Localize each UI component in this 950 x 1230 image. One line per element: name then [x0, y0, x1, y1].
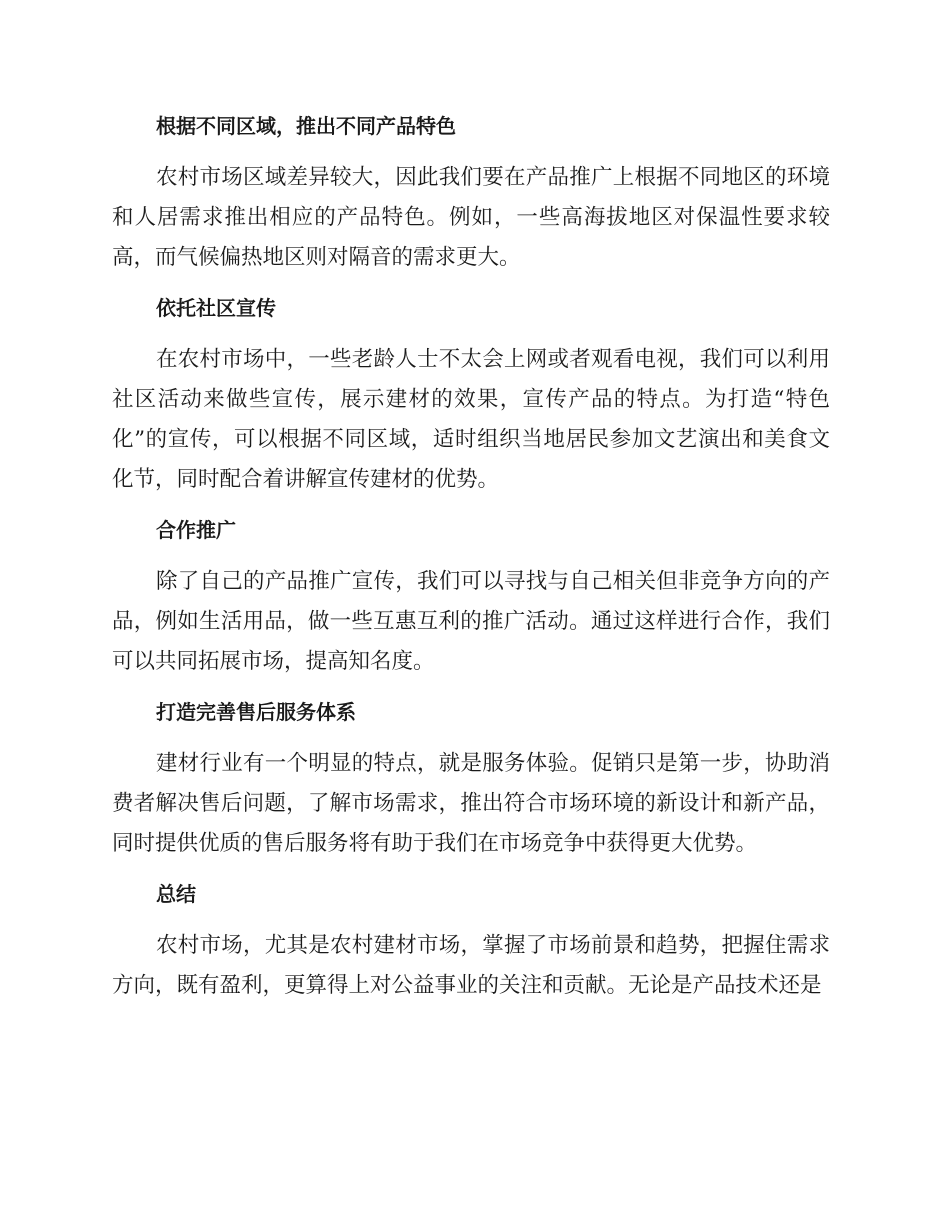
section-heading: 合作推广 [156, 518, 236, 542]
document-page [112, 110, 830, 1020]
section-paragraph: 建材行业有一个明显的特点，就是服务体验。促销只是第一步，协助消费者解决售后问题，了解市场需求，推出符合市场环境的新设计和新产品，同时提供优质的售后服务将有助于我们在市场竞争中获得更大优势。 [112, 751, 830, 856]
section-heading: 总结 [156, 882, 196, 906]
section-heading: 依托社区宣传 [156, 296, 276, 320]
section-after-sales-service [112, 696, 830, 864]
section-paragraph: 农村市场，尤其是农村建材市场，掌握了市场前景和趋势，把握住需求方向，既有盈利，更算得上对公益事业的关注和贡献。无论是产品技术还是 [112, 933, 830, 998]
section-paragraph: 在农村市场中，一些老龄人士不太会上网或者观看电视，我们可以利用社区活动来做些宣传，展示建材的效果，宣传产品的特点。为打造“特色化”的宣传，可以根据不同区域，适时组织当地居民参加文艺演出和美食文化节，同时配合着讲解宣传建材的优势。 [112, 347, 830, 492]
section-paragraph: 除了自己的产品推广宣传，我们可以寻找与自己相关但非竞争方向的产品，例如生活用品，做一些互惠互利的推广活动。通过这样进行合作，我们可以共同拓展市场，提高知名度。 [112, 569, 830, 674]
section-heading: 打造完善售后服务体系 [156, 700, 356, 724]
section-regional-features [112, 110, 830, 278]
section-summary [112, 878, 830, 1006]
section-paragraph: 农村市场区域差异较大，因此我们要在产品推广上根据不同地区的环境和人居需求推出相应的产品特色。例如，一些高海拔地区对保温性要求较高，而气候偏热地区则对隔音的需求更大。 [112, 165, 830, 270]
section-heading: 根据不同区域，推出不同产品特色 [156, 114, 456, 138]
section-community-promotion [112, 292, 830, 500]
section-cooperative-promotion [112, 514, 830, 682]
